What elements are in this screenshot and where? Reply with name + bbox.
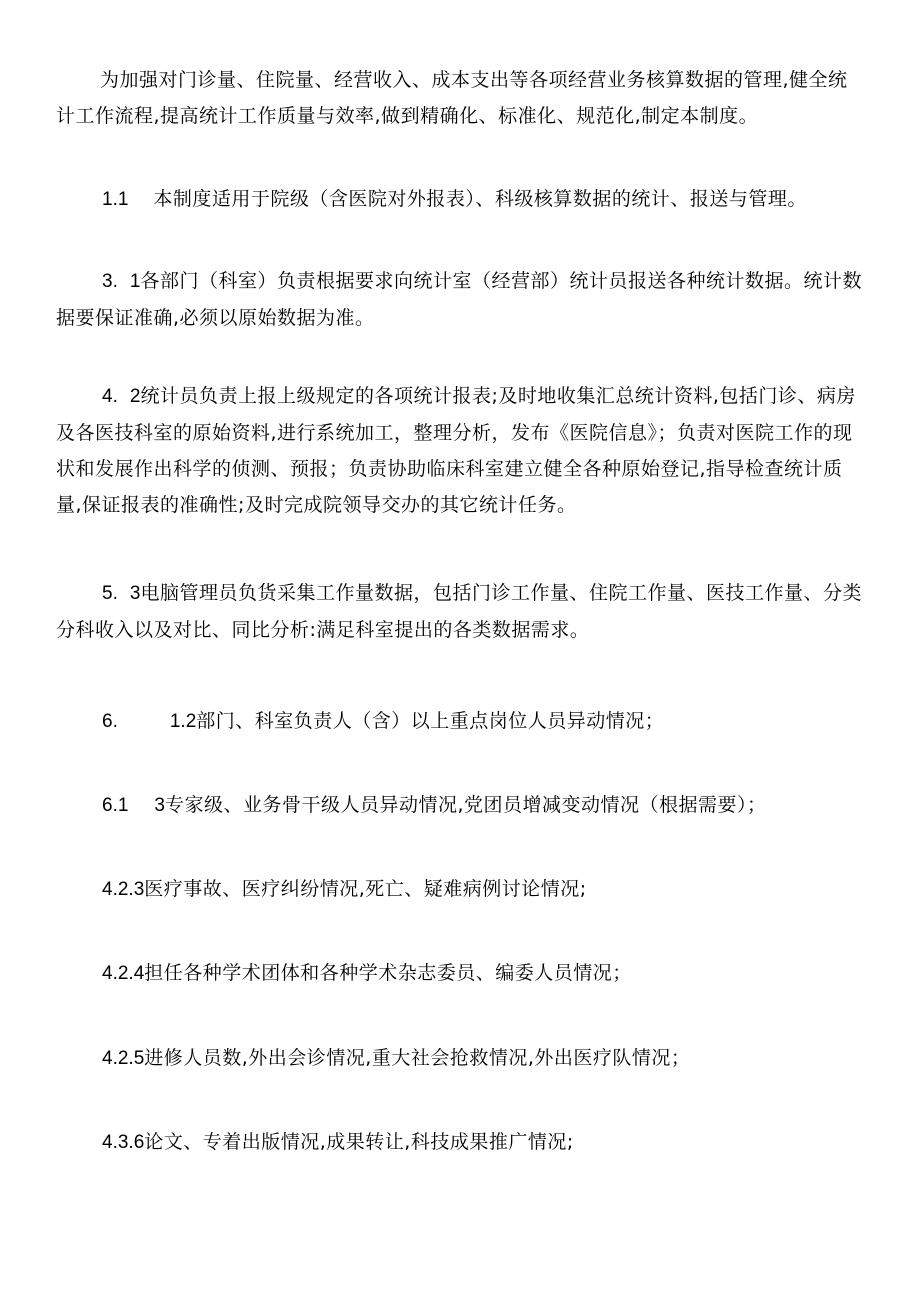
- item-text: 部门、科室负责人（含）以上重点岗位人员异动情况；: [196, 710, 665, 732]
- item-3: [56, 263, 866, 336]
- item-text: 医疗事故、医疗纠纷情况,死亡、疑难病例讨论情况;: [144, 878, 587, 900]
- item-text: 进修人员数,外出会诊情况,重大社会抢救情况,外出医疗队情况；: [144, 1047, 691, 1069]
- item-4-2-3: [56, 871, 866, 908]
- item-text: 统计员负责上报上级规定的各项统计报表;及时地收集汇总统计资料,包括门诊、病房及各医技科室的原始资料,进行系统加工，整理分析，发布《医院信息》；负责对医院工作的现状和发展作出科学的侦测、预报；负责协助临床科室建立健全各种原始登记,指导检查统计质量,保证报表的准确性;及时完成院领导交办的其它统计任务。: [56, 385, 856, 516]
- item-4-2-5: [56, 1040, 866, 1077]
- item-4: [56, 378, 866, 523]
- item-number: 6.1: [102, 795, 129, 816]
- item-text: 各部门（科室）负责根据要求向统计室（经营部）统计员报送各种统计数据。统计数据要保证准确,必须以原始数据为准。: [56, 270, 862, 329]
- item-text: 论文、专着出版情况,成果转让,科技成果推广情况;: [144, 1131, 574, 1153]
- item-number: 5.: [102, 583, 118, 604]
- item-number: 1.1: [102, 189, 129, 210]
- item-subnumber: 1.2: [169, 711, 197, 732]
- item-5: [56, 575, 866, 648]
- item-subnumber: 2: [129, 386, 141, 407]
- item-number: 4.2.3: [102, 879, 145, 900]
- item-number: 4.: [102, 386, 118, 407]
- item-6-1: [56, 787, 866, 824]
- item-subnumber: 3: [154, 795, 165, 816]
- item-1-1: [56, 181, 866, 218]
- item-4-3-6: [56, 1124, 866, 1161]
- item-subnumber: 3: [129, 583, 141, 604]
- item-number: 4.2.5: [102, 1048, 145, 1069]
- item-6: [56, 703, 866, 740]
- item-number: 6.: [102, 711, 118, 732]
- item-text: 专家级、业务骨干级人员异动情况,党团员增减变动情况（根据需要）；: [165, 794, 767, 816]
- intro-paragraph: [56, 62, 866, 134]
- item-number: 4.2.4: [102, 963, 145, 984]
- intro-text: 为加强对门诊量、住院量、经营收入、成本支出等各项经营业务核算数据的管理,健全统计工作流程,提高统计工作质量与效率,做到精确化、标准化、规范化,制定本制度。: [56, 69, 848, 127]
- item-subnumber: 1: [129, 271, 141, 292]
- item-number: 4.3.6: [102, 1132, 145, 1153]
- item-text: 担任各种学术团体和各种学术杂志委员、编委人员情况；: [144, 962, 632, 984]
- item-number: 3.: [102, 271, 118, 292]
- item-text: 本制度适用于院级（含医院对外报表）、科级核算数据的统计、报送与管理。: [153, 188, 807, 210]
- item-4-2-4: [56, 955, 866, 992]
- item-text: 电脑管理员负货采集工作量数据，包括门诊工作量、住院工作量、医技工作量、分类分科收入以及对比、同比分析:满足科室提出的各类数据需求。: [56, 582, 862, 641]
